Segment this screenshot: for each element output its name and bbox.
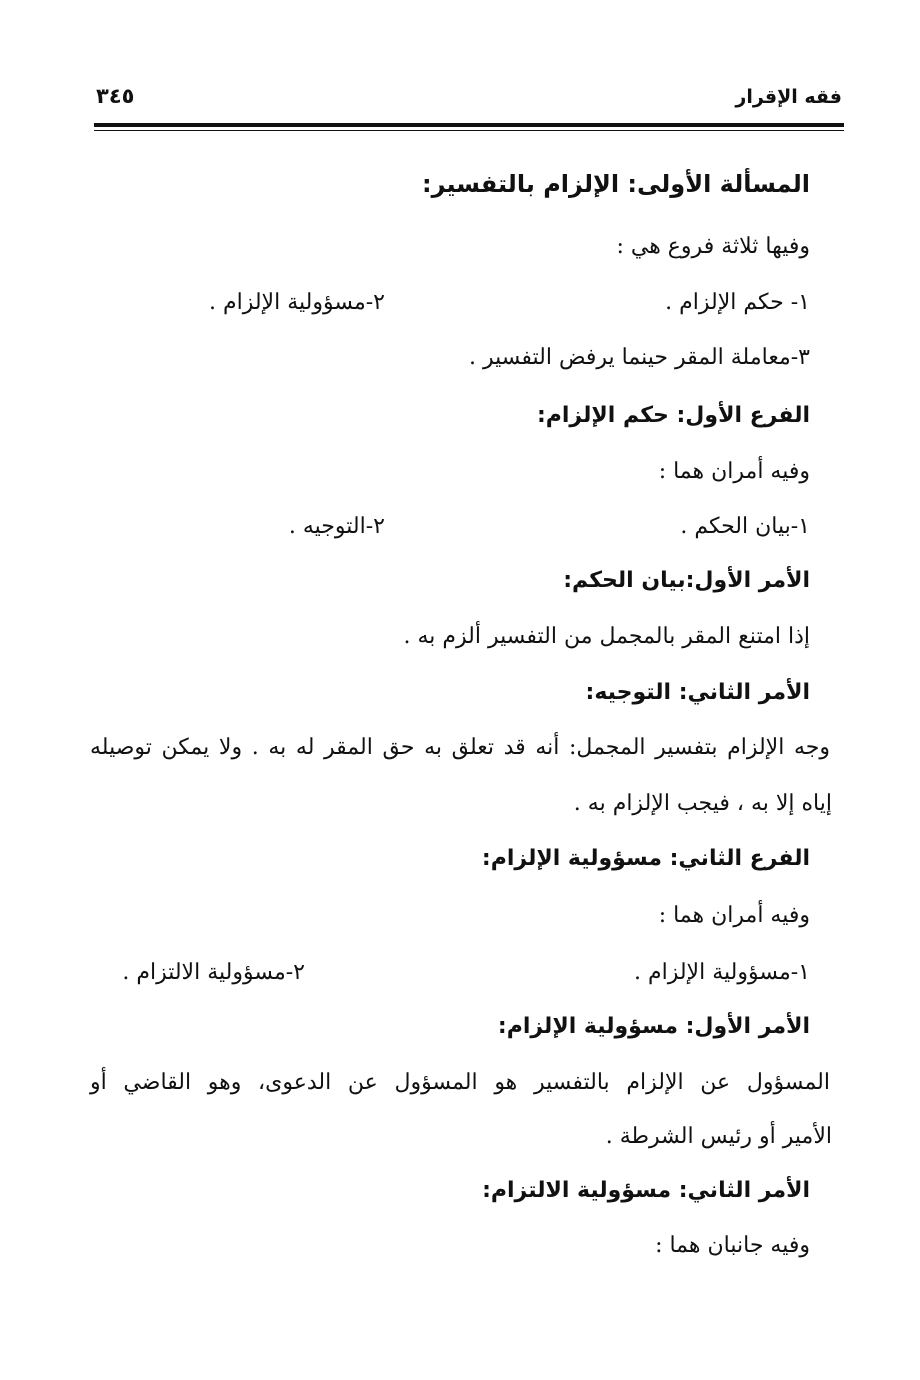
branch2-item-1: ١-مسؤولية الإلزام . (633, 960, 810, 985)
branch1-item-2: ٢-التوجيه . (288, 514, 385, 539)
running-header (96, 86, 842, 122)
branch2-item-2: ٢-مسؤولية الالتزام . (122, 960, 305, 985)
branch1-intro: وفيه أمران هما : (658, 459, 810, 484)
branch2-matter1-text-line2: الأمير أو رئيس الشرطة . (605, 1124, 832, 1149)
branch2-matter2-title: الأمر الثاني: مسؤولية الالتزام: (482, 1178, 810, 1203)
branch1-title: الفرع الأول: حكم الإلزام: (536, 403, 810, 428)
branch1-matter2-text-line1: وجه الإلزام بتفسير المجمل: أنه قد تعلق به حق المقر له به . ولا يمكن توصيله (90, 735, 830, 760)
page-number: ٣٤٥ (96, 84, 135, 108)
branch-list-item-3: ٣-معاملة المقر حينما يرفض التفسير . (468, 345, 810, 370)
branch1-matter2-title: الأمر الثاني: التوجيه: (585, 680, 810, 705)
branch1-matter1-text: إذا امتنع المقر بالمجمل من التفسير ألزم به . (403, 624, 810, 649)
branch2-matter1-title: الأمر الأول: مسؤولية الإلزام: (497, 1014, 810, 1039)
branch2-matter1-text-line1: المسؤول عن الإلزام بالتفسير هو المسؤول عن الدعوى، وهو القاضي أو (90, 1070, 830, 1095)
branch1-item-1: ١-بيان الحكم . (680, 514, 810, 539)
branch-list-item-2: ٢-مسؤولية الإلزام . (208, 290, 385, 315)
branch1-matter2-text-line2: إياه إلا به ، فيجب الإلزام به . (573, 791, 832, 816)
header-rule-thin (94, 130, 844, 131)
masala-intro: وفيها ثلاثة فروع هي : (616, 234, 810, 259)
book-title: فقه الإقرار (735, 86, 842, 108)
masala-title: المسألة الأولى: الإلزام بالتفسير: (421, 170, 810, 198)
branch2-matter2-intro: وفيه جانبان هما : (655, 1233, 810, 1258)
branch2-title: الفرع الثاني: مسؤولية الإلزام: (481, 846, 810, 871)
branch1-matter1-title: الأمر الأول:بيان الحكم: (563, 568, 810, 593)
branch-list-item-1: ١- حكم الإلزام . (665, 290, 810, 315)
branch2-intro: وفيه أمران هما : (658, 903, 810, 928)
header-rule-thick (94, 123, 844, 127)
